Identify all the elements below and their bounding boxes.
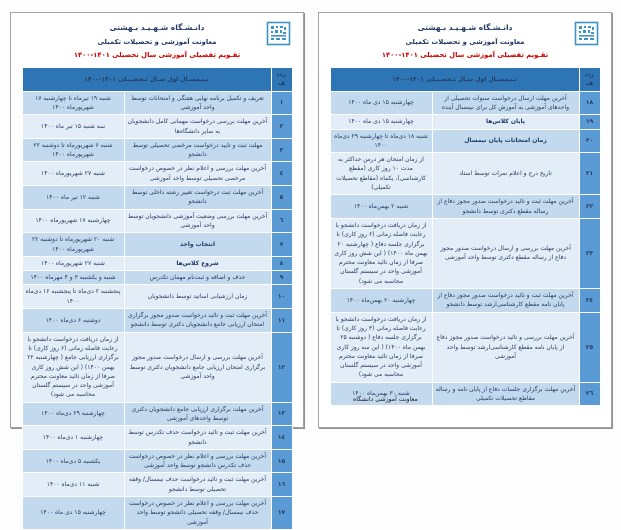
calendar-title: تقـویم تفصیلی آموزشی سال تحصیلی ۱۴۰۱-۱۴۰۰ xyxy=(381,51,549,60)
table-row xyxy=(22,402,292,426)
table-row xyxy=(22,449,292,473)
calendar-item-label: شروع کلاس‌ها xyxy=(124,256,271,270)
table-row xyxy=(22,497,292,530)
row-number: ٢٥ xyxy=(579,312,600,382)
table-row xyxy=(22,256,292,270)
calendar-item-date: شنبه ۲۷ شهریورماه ۱۴۰۰ xyxy=(22,256,124,270)
row-number: ٢٣ xyxy=(579,218,600,288)
calendar-item-date: از زمان دریافت درخواست دانشجو با رعایت فاصله زمانی (۶ روز کاری) تا برگزاری جلسه دفاع ( چهارشنبه ۲۰ بهمن ماه ۱۴۰۰) ( این شش روز کاری صرفا از زمان تائید معاونت محترم آموزشی واحد در سیستم گلستان محاسبه می شود) xyxy=(330,218,432,288)
table-row xyxy=(22,186,292,210)
department-name: معاونت آموزشی و تحصیلات تکمیلی xyxy=(97,37,217,46)
calendar-item-label: آخرین مهلت بررسی و ارسال درخواست صدور مجوز دفاع از رساله مقطع دکتری توسط واحد آموزشی xyxy=(432,218,579,288)
table-row xyxy=(22,473,292,497)
calendar-item-date: شنبه ۱۱ دی‌ماه ۱۴۰۰ xyxy=(22,473,124,497)
row-number: ١ xyxy=(271,91,292,115)
table-row xyxy=(22,309,292,333)
table-row xyxy=(22,426,292,450)
calendar-item-date: شنبه ۲۰ شهریورماه تا دوشنبه ۲۲ شهریورماه ۱۴۰۰ xyxy=(22,233,124,257)
table-header-row xyxy=(330,68,600,92)
row-number: ٧ xyxy=(271,233,292,257)
row-number: ١٢ xyxy=(271,332,292,402)
row-number: ٦ xyxy=(271,209,292,233)
table-row xyxy=(22,271,292,285)
calendar-item-date: پنجشنبه ۲ دی‌ماه تا پنجشنبه ۱۶ دی‌ماه ۱۴۰۰ xyxy=(22,285,124,309)
row-number: ٢٤ xyxy=(579,289,600,313)
university-name: دانـشـگاه شـهـيـد بـهشتی xyxy=(109,23,205,32)
calendar-item-label: آخرین مهلت بررسی و اعلام نظر در خصوص درخواست حذف تکدرس دانشجو توسط واحد آموزشی xyxy=(124,449,271,473)
table-row xyxy=(330,195,600,219)
row-number: ٢ xyxy=(271,115,292,139)
table-row xyxy=(22,162,292,186)
row-number: ٢١ xyxy=(579,153,600,195)
calendar-item-date: سه شنبه ۱۵ تیر ماه ۱۴۰۰ xyxy=(22,115,124,139)
page-footer: معاونت آموزشی دانشگاه xyxy=(353,396,418,403)
calendar-item-label: آخرین مهلت ثبت درخواست تغییر رشته داخلی توسط دانشجو xyxy=(124,186,271,210)
row-number: ٤ xyxy=(271,162,292,186)
document-header xyxy=(319,13,611,59)
calendar-item-label: آخرین مهلت بررسی و اعلام نظر در خصوص درخواست حذف نیمسال/ وقفه تحصیلی دانشجو توسط واحد آموزشی xyxy=(124,497,271,530)
calendar-item-label: تعریف و تکمیل برنامه نهایی هفتگی و امتحانات توسط واحد آموزشی xyxy=(124,91,271,115)
calendar-item-label: آخرین مهلت برگزاری ارزیابی جامع دانشجویان دکتری توسط واحدهای آموزشی xyxy=(124,402,271,426)
semester-header: نـیـمسـال اول سـال تـحصـیـلی ۱۴۰۱-۱۴۰۰ xyxy=(330,68,579,92)
calendar-item-date: شنبه و یکشنبه ۳ و ۴ مهرماه ۱۴۰۰ xyxy=(22,271,124,285)
university-logo-icon xyxy=(575,22,598,45)
calendar-item-date: از زمان دریافت درخواست دانشجو با رعایت فاصله زمانی (۳ روز کاری) تا برگزاری جلسه دفاع ( دوشنبه ۲۵ بهمن ماه ۱۴۰۰) ( این سه روز کاری صرفا از زمان تائید معاونت محترم آموزشی واحد در سیستم گلستان محاسبه می شود) xyxy=(330,312,432,382)
calendar-item-label: مهلت ثبت و تایید درخواست مرخصی تحصیلی توسط دانشجو xyxy=(124,138,271,162)
calendar-item-date: از زمان دریافت درخواست دانشجو با رعایت فاصله زمانی (۶ روز کاری) تا برگزاری ارزیابی جامع ( چهارشنبه ۲۲ بهمن ۱۴۰۰) ( این شش روز کاری صرفا از زمان تائید معاونت محترم آموزشی واحد در سیستم گلستان محاسبه می شود) xyxy=(22,332,124,402)
calendar-item-label: زمان ارزشیابی اساتید توسط دانشجویان xyxy=(124,285,271,309)
table-row xyxy=(22,332,292,402)
table-row xyxy=(22,91,292,115)
row-number: ٣ xyxy=(271,138,292,162)
row-number: ٥ xyxy=(271,186,292,210)
calendar-item-date: چهارشنبه ۲۹ دی‌ماه ۱۴۰۰ xyxy=(22,402,124,426)
calendar-item-date: چهارشنبه ۱ دی‌ماه ۱۴۰۰ xyxy=(22,426,124,450)
calendar-item-date: چهارشنبه ۱۵ دی ماه ۱۴۰۰ xyxy=(22,497,124,530)
calendar-item-label: آخرین مهلت ثبت و تائید درخواست صدور مجوز دفاع از رساله مقطع دکتری توسط دانشجو xyxy=(432,195,579,219)
row-number: ٢٠ xyxy=(579,129,600,153)
calendar-item-date: شنبه ۶ شهریورماه تا دوشنبه ۲۲ شهریورماه ۱۴۰۰ xyxy=(22,138,124,162)
row-number: ١٧ xyxy=(271,497,292,530)
calendar-item-date: دوشنبه ۶ دی‌ماه ۱۴۰۰ xyxy=(22,309,124,333)
table-row xyxy=(22,138,292,162)
table-row xyxy=(330,91,600,115)
calendar-item-date: از زمان امتحان هر درس حداکثر به مدت ۱۰ روز کاری (مقطع کارشناسی)، یکماه (مقاطع تحصیلات تکمیلی) xyxy=(330,153,432,195)
table-row xyxy=(22,233,292,257)
semester-table-page1 xyxy=(22,67,293,530)
calendar-item-date: شنبه ۱۲ تیر ماه ۱۴۰۰ xyxy=(22,186,124,210)
university-logo-icon xyxy=(267,22,290,45)
row-number: ١٨ xyxy=(579,91,600,115)
calendar-item-date: چهارشنبه ۲۰ بهمن‌ماه ۱۴۰۰ xyxy=(330,289,432,313)
row-number: ١٩ xyxy=(579,115,600,129)
row-number: ٢٦ xyxy=(579,382,600,406)
table-row xyxy=(22,209,292,233)
calendar-item-label: انتخاب واحد xyxy=(124,233,271,257)
row-number: ٢٢ xyxy=(579,195,600,219)
row-number: ١٣ xyxy=(271,402,292,426)
table-row xyxy=(330,218,600,288)
table-row xyxy=(330,129,600,153)
table-row xyxy=(330,289,600,313)
row-number-column-header: ردیف xyxy=(579,68,600,92)
document-header xyxy=(11,13,303,59)
calendar-item-label: آخرین مهلت ثبت و تائید درخواست صدور مجوز دفاع از پایان نامه مقطع کارشناسی‌ارشد توسط دانشجو xyxy=(432,289,579,313)
calendar-item-label: آخرین مهلت برگزاری جلسات دفاع از پایان نامه و رساله مقاطع تحصیلات تکمیلی xyxy=(432,382,579,406)
calendar-item-date: یکشنبه ۵ دی‌ماه ۱۴۰۰ xyxy=(22,449,124,473)
calendar-item-date: شنبه ۲۷ شهریورماه ۱۴۰۰ xyxy=(22,162,124,186)
table-row xyxy=(22,115,292,139)
row-number: ١١ xyxy=(271,309,292,333)
calendar-item-date: چهارشنبه ۱۵ دی ماه ۱۴۰۰ xyxy=(330,115,432,129)
semester-header: نـیـمسـال اول سـال تـحصـیـلی ۱۴۰۱-۱۴۰۰ xyxy=(22,68,271,92)
calendar-title: تقـویم تفصیلی آموزشی سال تحصیلی ۱۴۰۱-۱۴۰۰ xyxy=(73,51,241,60)
table-header-row xyxy=(22,68,292,92)
row-number: ٨ xyxy=(271,256,292,270)
calendar-page-1 xyxy=(10,12,304,526)
calendar-item-label: آخرین مهلت بررسی و اعلام نظر در خصوص درخواست مرخصی تحصیلی توسط واحد آموزشی xyxy=(124,162,271,186)
department-name: معاونت آموزشی و تحصیلات تکمیلی xyxy=(405,37,525,46)
table-row xyxy=(330,153,600,195)
calendar-item-label: آخرین مهلت بررسی درخواست مهمانی کامل دانشجویان به سایر دانشگاه‌ها xyxy=(124,115,271,139)
row-number-column-header: ردیف xyxy=(271,68,292,92)
university-name: دانـشـگاه شـهـيـد بـهشتی xyxy=(417,23,513,32)
row-number: ١٦ xyxy=(271,473,292,497)
calendar-item-label: آخرین مهلت بررسی وضعیت آموزشی دانشجویان توسط واحد آموزشی xyxy=(124,209,271,233)
row-number: ٩ xyxy=(271,271,292,285)
row-number: ١٠ xyxy=(271,285,292,309)
calendar-item-label: آخرین مهلت بررسی و تائید درخواست صدور مجوز دفاع از پایان نامه مقطع کارشناسی‌ارشد توسط واحد آموزشی xyxy=(432,312,579,382)
calendar-item-date: شنبه ۳۰ بهمن‌ماه ۱۴۰۰ xyxy=(330,382,432,406)
calendar-item-label: پایان کلاس‌ها xyxy=(432,115,579,129)
table-row xyxy=(22,285,292,309)
calendar-item-date: چهارشنبه ۱۷ شهریورماه ۱۴۰۰ xyxy=(22,209,124,233)
calendar-page-2 xyxy=(318,12,612,428)
calendar-item-date: شنبه ۱۹ تیرماه تا چهارشنبه ۱۷ شهریورماه ۱۴۰۰ xyxy=(22,91,124,115)
calendar-item-label: حذف و اضافه و ثبت‌نام مهمان تکدرس xyxy=(124,271,271,285)
calendar-item-label: تاریخ درج و اعلام نمرات توسط استاد xyxy=(432,153,579,195)
calendar-item-date: چهارشنبه ۱۵ دی ماه ۱۴۰۰ xyxy=(330,91,432,115)
calendar-item-label: آخرین مهلت ثبت و تائید درخواست صدور مجوز برگزاری امتحان ارزیابی جامع دانشجویان دکتری توسط دانشجو xyxy=(124,309,271,333)
calendar-item-date: شنبه ۱۸ دی‌ماه تا چهارشنبه ۲۹ دی‌ماه ۱۴۰۰ xyxy=(330,129,432,153)
calendar-item-label: آخرین مهلت ارسال درخواست سنوات تحصیلی از واحدهای آموزشی به آموزش کل برای نیمسال آینده xyxy=(432,91,579,115)
calendar-item-date: شنبه ۲ بهمن‌ماه ۱۴۰۰ xyxy=(330,195,432,219)
calendar-item-label: آخرین مهلت بررسی و ارسال درخواست صدور مجوز برگزاری امتحان ارزیابی جامع دانشجویان دکتری توسط واحد آموزشی xyxy=(124,332,271,402)
semester-table-page2 xyxy=(330,67,601,406)
calendar-item-label: آخرین مهلت ثبت و تائید درخواست حذف نیمسال/ وقفه تحصیلی توسط دانشجو xyxy=(124,473,271,497)
calendar-item-label: زمان امتحانات پایان نیمسال xyxy=(432,129,579,153)
row-number: ١٤ xyxy=(271,426,292,450)
calendar-item-label: آخرین مهلت ثبت و تائید درخواست حذف تکدرس توسط دانشجو xyxy=(124,426,271,450)
table-row xyxy=(330,312,600,382)
table-row xyxy=(330,115,600,129)
row-number: ١٥ xyxy=(271,449,292,473)
